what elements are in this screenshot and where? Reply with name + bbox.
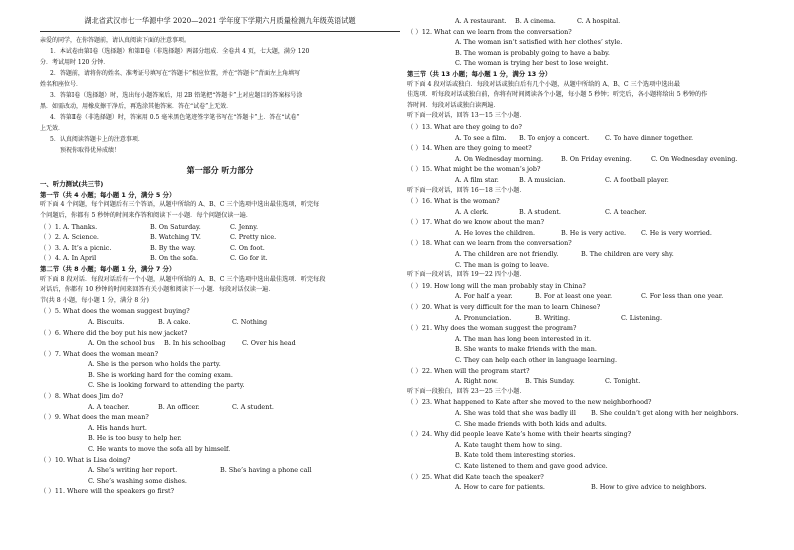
- left-column: [40, 16, 400, 497]
- option: C. To have dinner together.: [605, 133, 694, 142]
- section-heading: 第一节（共 4 小题；每小题 1 分，满分 5 分）: [40, 190, 176, 199]
- option: B. To enjoy a concert.: [519, 133, 590, 142]
- option: A. The man has long been interested in it.: [455, 334, 591, 343]
- question-stem: （ ）18. What can we learn from the conversation?: [407, 239, 572, 248]
- section-instructions: 听下面 8 段对话．每段对话后有一个小题，从题中所给的 A、B、C 三个选项中选出最佳选项．听完每段: [40, 275, 326, 283]
- question-stem: （ ）22. When will the program start?: [407, 366, 530, 375]
- option: A. A film star.: [455, 175, 499, 184]
- option: B. This Sunday.: [525, 377, 575, 386]
- question-stem: （ ）7. What does the woman mean?: [40, 349, 159, 358]
- option: C. She is looking forward to attending the party.: [88, 381, 245, 390]
- question-stem: （ ）11. Where will the speakers go first?: [40, 487, 175, 496]
- option: A. His hands hurt.: [88, 423, 147, 432]
- option: A. Pronunciation.: [455, 313, 512, 322]
- question-stem: （ ）17. What do we know about the man?: [407, 218, 545, 227]
- option: A. On the school bus: [88, 339, 155, 348]
- options-row: [407, 207, 787, 218]
- notes-line: 3．答第Ⅰ卷（选择题）时，选出每小题答案后，用 2B 铅笔把“答题卡”上对应题目的答案标号涂: [50, 91, 303, 99]
- option: B. How to give advice to neighbors.: [591, 483, 707, 492]
- option: C. A football player.: [605, 175, 669, 184]
- group-instruction: 听下面一段对话，回答 19～22 四个小题．: [407, 271, 526, 279]
- question-stem: （ ）6. Where did the boy put his new jacket?: [40, 328, 188, 337]
- option: A. She is the person who holds the party.: [88, 360, 221, 369]
- option: B. On Saturday.: [150, 222, 201, 231]
- option: C. Tonight.: [605, 377, 641, 386]
- option: B. A musician.: [519, 175, 566, 184]
- options-row: [40, 465, 400, 476]
- question-stem: （ ）23. What happened to Kate after she moved to the new neighborhood?: [407, 398, 652, 407]
- question-stem: （ ）19. How long will the man probably stay in China?: [407, 281, 586, 290]
- options-row: [40, 317, 400, 328]
- question-stem: （ ）13. What are they going to do?: [407, 122, 522, 131]
- question-stem: （ ）16. What is the woman?: [407, 197, 500, 206]
- options-row: [407, 175, 787, 186]
- option: A. How to care for patients.: [455, 483, 545, 492]
- question-row: [40, 253, 400, 264]
- notes-line: 亲爱的同学，在你答题前，请认真阅读下面的注意事项。: [40, 36, 191, 44]
- option: A. On Wednesday morning.: [455, 154, 544, 163]
- options-row: [407, 313, 787, 324]
- option: B. By the way.: [150, 243, 196, 252]
- option: B. A cake.: [158, 317, 191, 326]
- option: B. She wants to make friends with the man.: [455, 345, 597, 354]
- option: C. The man is going to leave.: [455, 260, 550, 269]
- section-heading: 第三节（共 13 小题；每小题 1 分，满分 13 分）: [407, 69, 552, 78]
- option: C. On Wednesday evening.: [651, 154, 738, 163]
- notes-line: 黑．如需改动，用橡皮擦干净后，再选涂其他答案．答在“试卷”上无效．: [40, 102, 233, 110]
- question-row: [40, 243, 400, 254]
- options-row: [407, 376, 787, 387]
- option: C. Jenny.: [230, 222, 259, 231]
- options-row: [407, 482, 787, 493]
- option: C. A student.: [232, 402, 274, 411]
- option: A. A restaurant.: [455, 17, 507, 25]
- notes-line: 4．答第Ⅱ卷（非选择题）时，答案用 0.5 毫米黑色笔迹签字笔书写在“答题卡”上．答在“试卷”: [50, 113, 300, 121]
- group-instruction: 听下面一段对话，回答 16～18 三个小题．: [407, 186, 526, 194]
- notes-line: 姓名和座位号．: [40, 80, 83, 88]
- options-row: [407, 291, 787, 302]
- notes-line: 1．本试卷由第Ⅰ卷（选择题）和第Ⅱ卷（非选择题）两部分组成．全卷共 4 页，七大题，满分 120: [50, 47, 310, 55]
- option: B. He is very active.: [561, 228, 627, 237]
- option: C. A hospital.: [577, 17, 621, 25]
- notes-line: 预祝你取得优异成绩！: [60, 146, 121, 154]
- option: C. The woman is trying her best to lose weight.: [455, 59, 609, 68]
- option: A. For half a year.: [455, 292, 513, 301]
- section-instructions: 听下面 4 段对话或独白．每段对话或独白后有几个小题，从题中所给的 A、B、C 三个选项中选出最: [407, 80, 681, 88]
- question-stem: （ ）24. Why did people leave Kate’s home with their hearts singing?: [407, 430, 632, 439]
- option: A. Kate taught them how to sing.: [455, 440, 562, 449]
- question-row: [40, 222, 400, 233]
- option: B. Kate told them interesting stories.: [455, 451, 576, 460]
- question-stem: （ ）15. What might be the woman’s job?: [407, 165, 541, 174]
- option: B. She couldn’t get along with her neighbors.: [591, 408, 739, 417]
- question-stem: （ ）21. Why does the woman suggest the program?: [407, 324, 577, 333]
- option: A. To see a film.: [455, 133, 507, 142]
- option: A. She was told that she was badly ill: [455, 408, 576, 417]
- options-row: [407, 133, 787, 144]
- section-instructions: 对话后，你都有 10 秒钟的时间来回答有关小题和阅读下一小题．每段对话仅读一遍．: [40, 286, 275, 294]
- option: A. She’s writing her report.: [88, 466, 178, 475]
- notes-line: 2．答题前，请将你的姓名、准考证号填写在“答题卡”相应位置，并在“答题卡”背面左上角填写: [50, 69, 301, 77]
- section-instructions: 听下面 4 个问题，每个问题后有三个答语，从题中所给的 A、B、C 三个选项中选出最佳选项，听完每: [40, 201, 320, 209]
- question-stem: （ ）14. When are they going to meet?: [407, 144, 532, 153]
- option: C. A teacher.: [605, 207, 647, 216]
- group-instruction: 听下面一段对话，回答 13～15 三个小题．: [407, 112, 526, 120]
- options-row: [407, 16, 787, 27]
- section-instructions: 节(共 8 小题，每小题 1 分，满分 8 分): [40, 296, 149, 304]
- option: A. He loves the children.: [455, 228, 536, 237]
- option: C. She’s washing some dishes.: [88, 476, 187, 485]
- section-instructions: 佳选项．听每段对话或独白前，你将有时间阅读各个小题，每小题 5 秒钟；听完后，各小题将给出 5 秒钟的作: [407, 91, 708, 99]
- option: B. Writing.: [535, 313, 570, 322]
- options-row: [407, 249, 787, 260]
- question-stem: （ ）12. What can we learn from the conversation?: [407, 27, 572, 36]
- question-stem: （ ）3. A. It’s a picnic.: [40, 243, 112, 252]
- option: A. Right now.: [455, 377, 499, 386]
- notes-line: 分．考试用时 120 分钟．: [40, 58, 110, 66]
- option: B. A student.: [519, 207, 561, 216]
- option: A. Biscuits.: [88, 317, 125, 326]
- option: C. Over his head: [242, 339, 296, 348]
- options-row: [407, 408, 787, 419]
- option: C. He wants to move the sofa all by himself.: [88, 445, 231, 454]
- part-title: 第一部分 听力部分: [186, 165, 254, 175]
- option: B. In his schoolbag: [164, 339, 226, 348]
- question-stem: （ ）4. A. In April: [40, 254, 97, 263]
- option: C. They can help each other in language learning.: [455, 356, 618, 364]
- option: B. The woman is probably going to have a baby.: [455, 48, 610, 57]
- option: C. For less than one year.: [641, 292, 724, 301]
- notes-line: 上无效．: [40, 124, 65, 132]
- option: B. On Friday evening.: [561, 154, 632, 163]
- instructions-notes: [40, 35, 400, 156]
- question-stem: （ ）8. What does Jim do?: [40, 392, 124, 401]
- question-stem: （ ）2. A. Science.: [40, 233, 99, 242]
- option: B. The children are very shy.: [581, 250, 674, 259]
- options-row: [40, 402, 400, 413]
- group-instruction: 听下面一段独白，回答 23～25 三个小题．: [407, 387, 526, 395]
- option: A. The children are not friendly.: [455, 250, 559, 259]
- option: C. Pretty nice.: [230, 233, 277, 242]
- section-heading: 一、听力测试(共三节): [40, 180, 104, 189]
- option: C. Listening.: [621, 313, 663, 322]
- option: C. On foot.: [230, 243, 265, 252]
- section-instructions: 个问题后，你都有 5 秒钟的时间来作答和阅读下一小题．每个问题仅读一遍．: [40, 211, 253, 219]
- question-stem: （ ）1. A. Thanks.: [40, 222, 98, 231]
- option: B. For at least one year.: [535, 292, 613, 301]
- notes-line: 5．认真阅读答题卡上的注意事项．: [50, 135, 144, 143]
- option: A. The woman isn’t satisfied with her clothes’ style.: [455, 38, 623, 47]
- option: B. He is too busy to help her.: [88, 434, 182, 443]
- option: B. An officer.: [158, 402, 200, 411]
- question-stem: （ ）10. What is Lisa doing?: [40, 455, 131, 464]
- question-row: [40, 232, 400, 243]
- section-heading: 第二节（共 8 小题；每小题 1 分，满分 7 分）: [40, 264, 176, 273]
- option: C. Go for it.: [230, 254, 268, 263]
- options-row: [407, 228, 787, 239]
- option: C. She made friends with both kids and adults.: [455, 419, 607, 428]
- options-row: [40, 338, 400, 349]
- option: B. On the sofa.: [150, 254, 198, 263]
- exam-title: 湖北省武汉市七一华源中学 2020—2021 学年度下学期六月质量检测九年级英语试题: [40, 16, 400, 32]
- option: B. Watching TV.: [150, 233, 201, 242]
- option: B. A cinema.: [515, 17, 556, 25]
- option: C. Kate listened to them and gave good advice.: [455, 461, 608, 470]
- options-row: [407, 154, 787, 165]
- question-stem: （ ）20. What is very difficult for the man to learn Chinese?: [407, 303, 601, 312]
- right-column: [407, 16, 787, 493]
- option: A. A clerk.: [455, 207, 489, 216]
- option: C. He is very worried.: [641, 228, 712, 237]
- option: B. She is working hard for the coming exam.: [88, 370, 233, 379]
- option: B. She’s having a phone call: [220, 466, 312, 475]
- question-stem: （ ）9. What does the man mean?: [40, 413, 149, 422]
- option: C. Nothing: [232, 317, 268, 326]
- question-stem: （ ）25. What did Kate teach the speaker?: [407, 472, 544, 481]
- option: A. A teacher.: [88, 402, 130, 411]
- section-instructions: 答时间．每段对话或独白读两遍．: [407, 101, 500, 109]
- question-stem: （ ）5. What does the woman suggest buying?: [40, 307, 190, 316]
